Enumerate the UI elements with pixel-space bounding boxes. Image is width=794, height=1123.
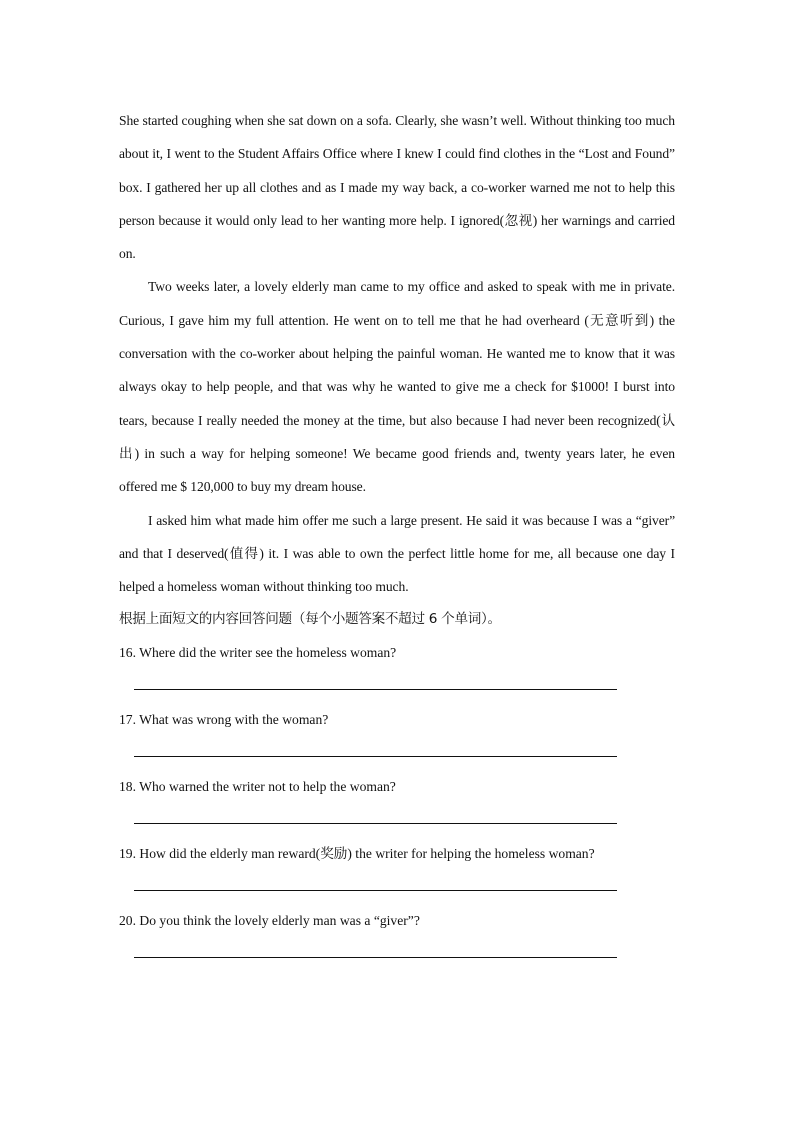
question-20-text: 20. Do you think the lovely elderly man was a “giver”? <box>119 913 420 929</box>
passage-paragraph-3: I asked him what made him offer me such a large present. He said it was because I was a “giver” and that I deserved(值得) it. I was able to own the perfect little home for me, all because one day I helped a homeless woman without thinking too much. <box>119 512 675 595</box>
answer-line-16[interactable] <box>134 689 617 690</box>
question-18 <box>119 770 675 837</box>
passage-paragraph-1: She started coughing when she sat down on a sofa. Clearly, she wasn’t well. Without thinking too much about it, I went to the Student Affairs Office where I knew I could find clothes in the “Lost and Found” box. I gathered her up all clothes and as I made my way back, a co-worker warned me not to help this person because it would only lead to her wanting more help. I ignored(忽视) her warnings and carried on. <box>119 113 675 262</box>
question-instruction: 根据上面短文的内容回答问题（每个小题答案不超过 6 个单词）。 <box>119 611 501 628</box>
question-19 <box>119 837 675 904</box>
question-20 <box>119 904 675 971</box>
answer-line-20[interactable] <box>134 957 617 958</box>
question-16 <box>119 636 675 703</box>
question-17 <box>119 703 675 770</box>
document-content <box>119 104 675 971</box>
question-17-text: 17. What was wrong with the woman? <box>119 712 329 728</box>
question-18-text: 18. Who warned the writer not to help the woman? <box>119 779 396 795</box>
answer-line-19[interactable] <box>134 890 617 891</box>
answer-line-17[interactable] <box>134 756 617 757</box>
question-16-text: 16. Where did the writer see the homeless woman? <box>119 645 397 661</box>
answer-line-18[interactable] <box>134 823 617 824</box>
passage-paragraph-2: Two weeks later, a lovely elderly man came to my office and asked to speak with me in private. Curious, I gave him my full attention. He went on to tell me that he had overheard (无意听到) the conversation with the co-worker about helping the painful woman. He wanted me to know that it was always okay to help people, and that was why he wanted to give me a check for $1000! I burst into tears, because I really needed the money at the time, but also because I had never been recognized(认出) in such a way for helping someone! We became good friends and, twenty years later, he even offered me $ 120,000 to buy my dream house. <box>119 279 675 495</box>
question-19-text: 19. How did the elderly man reward(奖励) the writer for helping the homeless woman? <box>119 846 595 862</box>
